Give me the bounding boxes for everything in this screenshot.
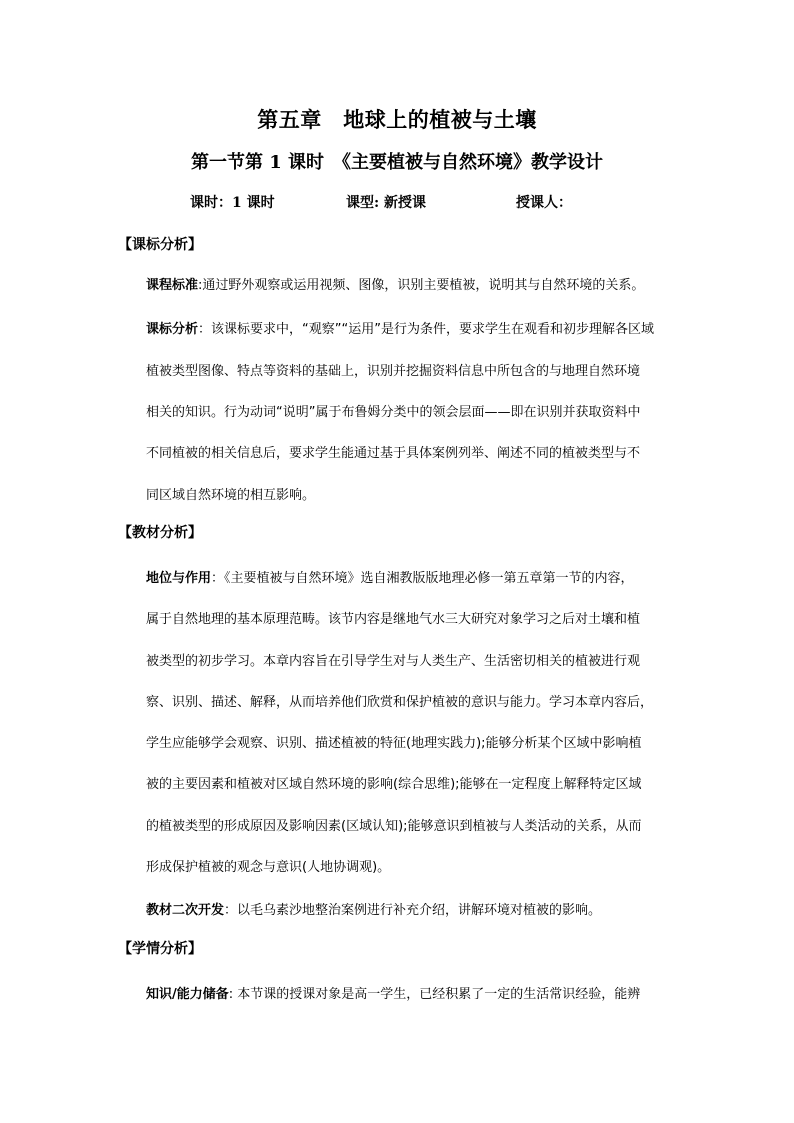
paragraph-line: 的植被类型的形成原因及影响因素(区域认知);能够意识到植被与人类活动的关系，从而 [146,819,642,834]
paragraph-line: 察、识别、描述、解释，从而培养他们欣赏和保护植被的意识与能力。学习本章内容后， [146,695,654,710]
lesson-title: 第一节第 1 课时 《主要植被与自然环境》教学设计 [190,152,604,173]
chapter-title: 第五章 地球上的植被与土壤 [257,107,537,132]
text-line: ：该课标要求中，“观察”“运用”是行为条件，要求学生在观看和初步理解各区域 [198,322,654,337]
text-standard: :通过野外观察或运用视频、图像，识别主要植被，说明其与自然环境的关系。 [198,278,645,293]
text-dev: ：以毛乌素沙地整治案例进行补充介绍，讲解环境对植被的影响。 [224,903,602,918]
meta-type: 课型: 新授课 [346,195,427,211]
paragraph-line: 属于自然地理的基本原理范畴。该节内容是继地气水三大研究对象学习之后对土壤和植 [146,612,641,627]
paragraph-line [146,899,601,918]
section-heading-curriculum: 【课标分析】 [118,237,202,253]
paragraph-line: 不同植被的相关信息后，要求学生能通过基于具体案例列举、阐述不同的植被类型与不 [146,446,641,461]
paragraph-line: 学生应能够学会观察、识别、描述植被的特征(地理实践力);能够分析某个区域中影响植 [146,736,642,751]
meta-period: 课时：1 课时 [190,195,275,211]
text-line: ：《主要植被与自然环境》选自湘教版版地理必修一第五章第一节的内容， [211,571,634,586]
paragraph-line: 相关的知识。行为动词“说明”属于布鲁姆分类中的领会层面——即在识别并获取资料中 [146,405,641,420]
paragraph-line [146,983,640,1002]
paragraph-line: 被的主要因素和植被对区域自然环境的影响(综合思维);能够在一定程度上解释特定区域 [146,777,642,792]
label-knowledge: 知识/能力储备 [146,987,229,1002]
paragraph-line [146,567,634,586]
label-standard: 课程标准 [146,278,199,293]
text-knowledge: : 本节课的授课对象是高一学生，已经积累了一定的生活常识经验，能辨 [228,987,641,1002]
paragraph-line: 植被类型图像、特点等资料的基础上，识别并挖掘资料信息中所包含的与地理自然环境 [146,364,641,379]
meta-teacher: 授课人： [516,195,572,211]
paragraph-line: 形成保护植被的观念与意识(人地协调观)。 [146,860,391,875]
section-heading-students: 【学情分析】 [118,941,202,957]
paragraph-line: 被类型的初步学习。本章内容旨在引导学生对与人类生产、生活密切相关的植被进行观 [146,654,641,669]
label-analysis: 课标分析 [146,322,199,337]
paragraph-line: 同区域自然环境的相互影响。 [146,488,316,503]
section-heading-textbook: 【教材分析】 [118,525,202,541]
paragraph-line [146,274,644,293]
paragraph-line [146,318,654,337]
label-dev: 教材二次开发 [146,903,225,918]
label-role: 地位与作用 [146,571,212,586]
